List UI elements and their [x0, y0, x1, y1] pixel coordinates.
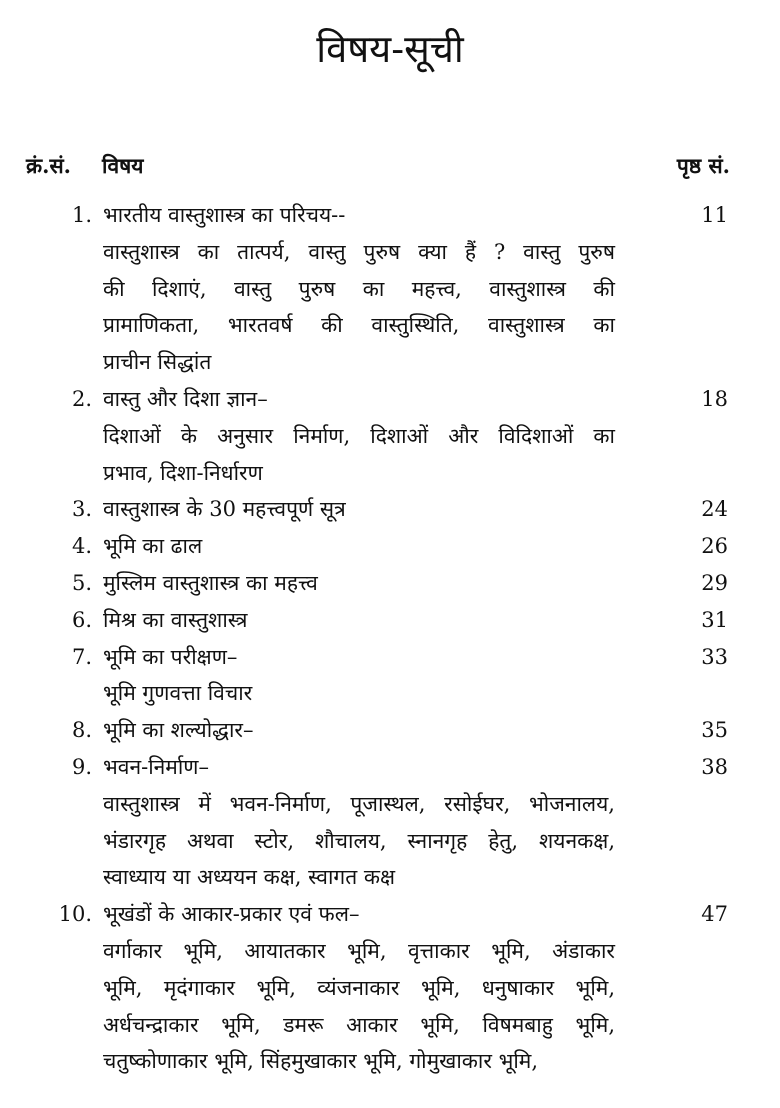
toc-entry-heading: [0, 602, 780, 639]
entry-description-text: भूमि, मृदंगाकार भूमि, व्यंजनाकार भूमि, धनुषाकार भूमि,: [103, 975, 615, 1000]
entry-page: 24: [701, 497, 728, 522]
toc-list: [0, 197, 780, 1080]
entry-title: वास्तु और दिशा ज्ञान–: [103, 386, 268, 411]
toc-entry-heading: [0, 896, 780, 933]
entry-description-line: [0, 786, 780, 823]
entry-title: भूमि का ढाल: [103, 534, 203, 559]
subject-header: विषय: [102, 153, 144, 178]
entry-title: भूखंडों के आकार-प्रकार एवं फल–: [103, 902, 360, 927]
entry-description-line: [0, 1043, 780, 1080]
toc-entry: [0, 639, 780, 713]
entry-number: 10.: [58, 902, 92, 927]
toc-entry-heading: [0, 197, 780, 234]
entry-title: वास्तुशास्त्र के 30 महत्त्वपूर्ण सूत्र: [103, 497, 346, 522]
entry-number: 3.: [71, 497, 92, 522]
entry-description-line: [0, 675, 780, 712]
entry-page: 35: [701, 718, 728, 743]
entry-description-text: वास्तुशास्त्र में भवन-निर्माण, पूजास्थल, रसोईघर, भोजनालय,: [103, 791, 615, 816]
entry-description-line: [0, 823, 780, 860]
entry-description-line: [0, 271, 780, 308]
entry-page: 11: [701, 203, 728, 227]
entry-description-text: स्वाध्याय या अध्ययन कक्ष, स्वागत कक्ष: [103, 865, 396, 890]
entry-description-text: प्राचीन सिद्धांत: [103, 350, 212, 375]
entry-page: 47: [701, 902, 728, 927]
entry-description-text: दिशाओं के अनुसार निर्माण, दिशाओं और विदिशाओं का: [103, 423, 615, 448]
entry-description-line: [0, 418, 780, 455]
toc-entry-heading: [0, 565, 780, 602]
entry-title: भारतीय वास्तुशास्त्र का परिचय--: [103, 203, 346, 227]
entry-number: 6.: [71, 607, 92, 632]
entry-page: 31: [701, 607, 728, 632]
entry-description-text: भंडारगृह अथवा स्टोर, शौचालय, स्नानगृह हेतु, शयनकक्ष,: [103, 828, 615, 853]
entry-description-line: [0, 970, 780, 1007]
entry-description-text: भूमि गुणवत्ता विचार: [103, 681, 253, 706]
entry-description-text: प्रभाव, दिशा-निर्धारण: [103, 460, 263, 485]
entry-title: मिश्र का वास्तुशास्त्र: [103, 607, 248, 632]
entry-title: मुस्लिम वास्तुशास्त्र का महत्त्व: [103, 570, 318, 595]
entry-description-text: वास्तुशास्त्र का तात्पर्य, वास्तु पुरुष क्या हैं ? वास्तु पुरुष: [103, 239, 615, 264]
toc-entry-heading: [0, 712, 780, 749]
entry-number: 4.: [71, 534, 92, 559]
entry-description-text: चतुष्कोणाकार भूमि, सिंहमुखाकार भूमि, गोमुखाकार भूमि,: [103, 1049, 539, 1074]
entry-description-line: [0, 455, 780, 492]
toc-entry: [0, 565, 780, 602]
entry-page: 33: [701, 644, 728, 669]
entry-description-line: [0, 859, 780, 896]
toc-entry-heading: [0, 491, 780, 528]
entry-page: 29: [701, 570, 728, 595]
page-title: विषय-सूची: [316, 27, 464, 71]
entry-number: 1.: [71, 203, 92, 227]
entry-number: 7.: [71, 644, 92, 669]
entry-page: 38: [701, 754, 728, 779]
entry-title: भूमि का परीक्षण–: [103, 644, 238, 669]
entry-description-line: [0, 344, 780, 381]
toc-entry: [0, 381, 780, 491]
entry-number: 8.: [71, 718, 92, 743]
toc-entry: [0, 528, 780, 565]
entry-title: भूमि का शल्योद्धार–: [103, 718, 254, 743]
entry-description-text: की दिशाएं, वास्तु पुरुष का महत्त्व, वास्तुशास्त्र की: [103, 276, 615, 301]
entry-description-text: प्रामाणिकता, भारतवर्ष की वास्तुस्थिति, वास्तुशास्त्र का: [103, 313, 615, 338]
toc-entry: [0, 712, 780, 749]
toc-entry: [0, 197, 780, 381]
page-header: पृष्ठ सं.: [676, 153, 730, 178]
entry-description-text: वर्गाकार भूमि, आयातकार भूमि, वृत्ताकार भूमि, अंडाकार: [103, 938, 615, 963]
entry-description-line: [0, 234, 780, 271]
entry-description-line: [0, 933, 780, 970]
toc-entry: [0, 602, 780, 639]
toc-entry-heading: [0, 381, 780, 418]
toc-entry: [0, 896, 780, 1080]
toc-entry-heading: [0, 639, 780, 676]
entry-description-text: अर्धचन्द्राकार भूमि, डमरू आकार भूमि, विषमबाहु भूमि,: [103, 1012, 615, 1037]
toc-header: [26, 152, 730, 188]
toc-entry: [0, 749, 780, 896]
entry-number: 2.: [71, 386, 92, 411]
entry-page: 26: [701, 534, 728, 559]
serial-header: क्रं.सं.: [26, 153, 71, 178]
entry-description-line: [0, 1007, 780, 1044]
entry-number: 5.: [71, 570, 92, 595]
toc-entry-heading: [0, 749, 780, 786]
entry-page: 18: [701, 386, 728, 411]
entry-number: 9.: [71, 754, 92, 779]
toc-entry-heading: [0, 528, 780, 565]
entry-description-line: [0, 307, 780, 344]
toc-entry: [0, 491, 780, 528]
entry-title: भवन-निर्माण–: [103, 754, 209, 779]
